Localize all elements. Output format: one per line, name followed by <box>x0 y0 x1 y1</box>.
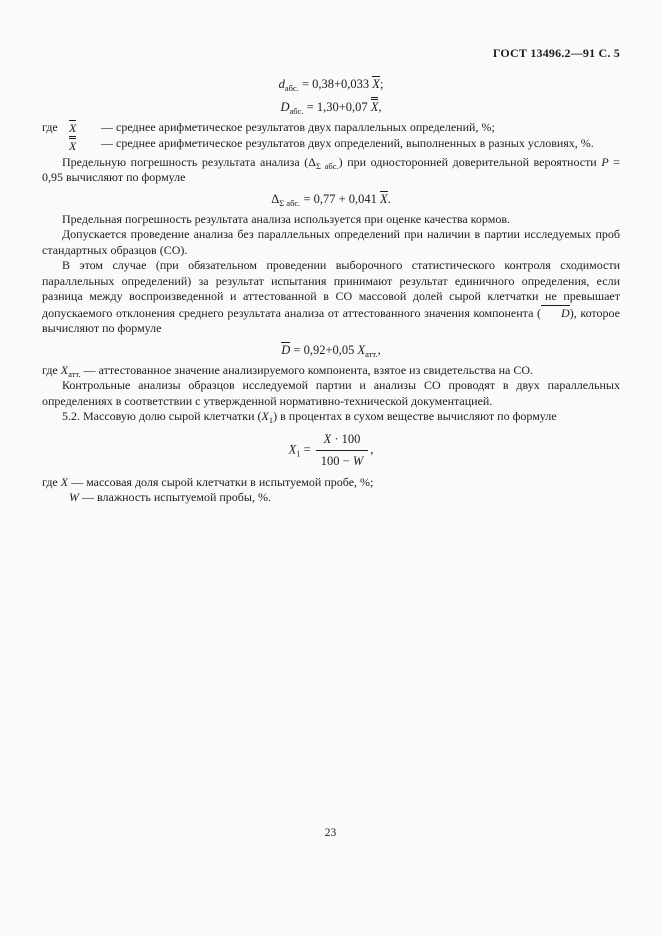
formula-x1-eq: = <box>300 441 314 456</box>
xatt-symbol: X <box>60 362 69 377</box>
formula-d-abs-tail: ; <box>379 76 384 91</box>
formula-x1 <box>42 430 620 471</box>
formula-x1-lhs-sub: 1 <box>296 447 301 458</box>
formula-D-abs-sub: абс. <box>289 105 304 116</box>
x-symbol: X <box>60 474 69 489</box>
formula-dbar-var: X <box>357 342 366 357</box>
where-xatt <box>42 363 620 379</box>
paragraph-text: ), которое вычисляют по формуле <box>42 305 620 335</box>
formula-delta-eq: = 0,77 + 0,041 <box>300 191 381 206</box>
formula-D-abs-var: X <box>371 97 379 114</box>
formula-d-abs-sub: абс. <box>284 82 299 93</box>
formula-dbar-sub: атт. <box>365 348 378 359</box>
fraction-denominator <box>316 451 368 471</box>
where-definition: — среднее арифметическое результатов двух определений, выполненных в разных условиях, %. <box>101 136 594 150</box>
formula-delta-tail: . <box>387 191 391 206</box>
formula-dbar <box>42 341 620 360</box>
formula-d-abs-eq: = 0,38+0,033 <box>298 76 373 91</box>
where-lead: где <box>42 474 61 489</box>
paragraph-usage: Предельная погрешность результата анализа используется при оценке качества кормов. <box>62 211 510 226</box>
where-x <box>42 475 620 491</box>
w-symbol: W <box>69 490 79 504</box>
page-header: ГОСТ 13496.2—91 С. 5 <box>492 46 620 60</box>
where-term-xbar <box>69 120 101 137</box>
formula-dbar-tail: , <box>377 342 381 357</box>
paragraph-limit-error <box>42 155 620 186</box>
formula-D-abs-tail: , <box>378 99 382 114</box>
paragraph-text: В этом случае (при обязательном проведении выборочного статистического контроля сходимости параллельных определений) за результат испытания принимают результат единичного определения, если разница между воспроизведенной и аттестованной в СО массовой долей сырой клетчатки не превышает допускаемого отклонения среднего результата анализа от аттестованного значения компонента ( <box>42 258 620 320</box>
fraction <box>316 430 368 471</box>
where-definition: — аттестованное значение анализируемого компонента, взятое из свидетельства на СО. <box>80 362 534 377</box>
paragraph-text: = 0,95 вычисляют по формуле <box>42 154 620 184</box>
paragraph-text: ) при односторонней доверительной вероятности <box>338 154 602 169</box>
denominator-var: W <box>352 453 364 468</box>
probability-symbol: P <box>601 154 609 169</box>
paragraph-case <box>42 258 620 337</box>
formula-d-abs <box>42 75 620 94</box>
where-row <box>42 136 620 155</box>
formula-dbar-base: D <box>281 342 291 357</box>
formula-dbar-eq: = 0,92+0,05 <box>290 342 358 357</box>
x1-symbol: X <box>261 409 269 423</box>
formula-D-abs-base: D <box>280 99 290 114</box>
formula-d-abs-var: X <box>372 76 380 91</box>
paragraph-text: ) в процентах в сухом веществе вычисляют по формуле <box>273 409 557 423</box>
paragraph-text: Предельную погрешность результата анализа (Δ <box>62 154 316 169</box>
formula-x1-lhs: X <box>288 441 297 456</box>
paragraph-allowed: Допускается проведение анализа без параллельных определений при наличии в партии исследуемых проб стандартных образцов (СО). <box>42 227 620 257</box>
formula-x1-tail: , <box>370 441 374 456</box>
page-number: 23 <box>324 827 337 839</box>
xbar-symbol: X <box>69 120 77 135</box>
where-definition: — среднее арифметическое результатов двух параллельных определений, %; <box>101 119 495 134</box>
where-lead: где <box>42 362 61 377</box>
delta-subscript: Σ абс. <box>316 160 339 171</box>
xdoublebar-symbol: X <box>69 136 76 153</box>
where-lead: где <box>42 119 58 134</box>
where-term-xdbar <box>69 136 101 155</box>
paragraph-control: Контрольные анализы образцов исследуемой партии и анализы СО проводят в двух параллельных определениях в соответствии с утвержденной нормативно-технической документацией. <box>42 378 620 408</box>
paragraph-text: 5.2. Массовую долю сырой клетчатки ( <box>62 409 262 423</box>
numerator-var: X <box>323 431 332 446</box>
formula-D-abs-eq: = 1,30+0,07 <box>303 99 371 114</box>
paragraph-5-2 <box>42 409 620 425</box>
where-definition: — массовая доля сырой клетчатки в испытуемой пробе, %; <box>68 474 374 489</box>
formula-delta-sub: Σ абс. <box>279 197 301 208</box>
formula-D-abs <box>42 97 620 117</box>
xatt-subscript: атт. <box>68 368 81 379</box>
denominator-pre: 100 − <box>320 453 353 468</box>
where-row <box>42 120 620 137</box>
numerator-rest: · 100 <box>331 431 361 446</box>
formula-delta-var: X <box>380 191 388 206</box>
formula-delta-base: Δ <box>271 191 280 206</box>
formula-delta <box>42 190 620 209</box>
where-w <box>42 490 620 506</box>
where-definition: — влажность испытуемой пробы, %. <box>79 490 271 504</box>
formula-d-abs-base: d <box>278 76 285 91</box>
fraction-numerator <box>316 430 368 451</box>
x1-subscript: 1 <box>268 415 274 425</box>
where-list-1 <box>42 120 620 155</box>
dbar-symbol: D <box>541 305 570 320</box>
